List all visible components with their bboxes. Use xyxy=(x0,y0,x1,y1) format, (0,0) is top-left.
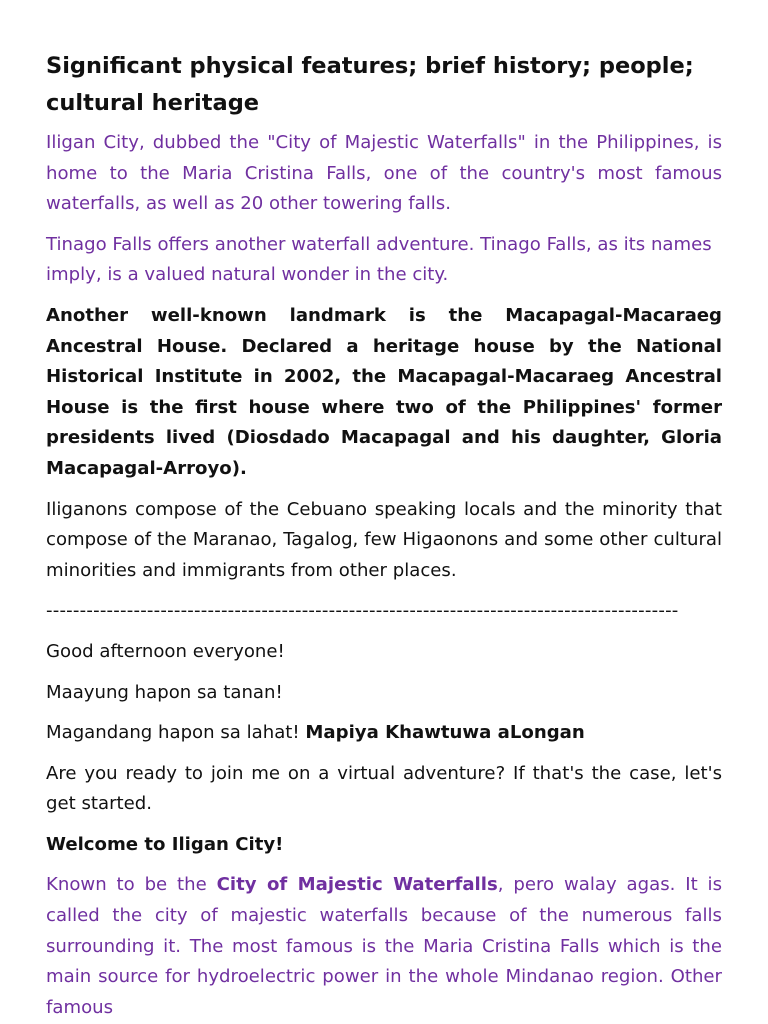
majestic-bold: City of Majestic Waterfalls xyxy=(216,874,498,896)
greeting-maranao: Mapiya Khawtuwa aLongan xyxy=(305,722,585,744)
paragraph-virtual-adventure: Are you ready to join me on a virtual adventure? If that's the case, let's get started. xyxy=(46,762,722,815)
greeting-english: Good afternoon everyone! xyxy=(46,640,285,662)
paragraph-iligan-intro: Iligan City, dubbed the "City of Majestic Waterfalls" in the Philippines, is home to the Maria Cristina Falls, one of the country's most famous waterfalls, as well as 20 other towering falls. xyxy=(46,132,722,215)
majestic-before: Known to be the xyxy=(46,874,217,896)
greeting-cebuano: Maayung hapon sa tanan! xyxy=(46,681,283,703)
dashed-divider: ---------------------------------------------------------------------------------------------- xyxy=(46,600,679,622)
greeting-tagalog: Magandang hapon sa lahat! xyxy=(46,722,300,744)
paragraph-ancestral-house: Another well-known landmark is the Macapagal-Macaraeg Ancestral House. Declared a heritage house by the National Historical Institute in 2002, the Macapagal-Macaraeg Ancestral House is the first house where two of the Philippines' former presidents lived (Diosdado Macapagal and his daughter, Gloria Macapagal-Arroyo). xyxy=(46,304,722,479)
paragraph-majestic-waterfalls xyxy=(46,870,722,1023)
paragraph-clip xyxy=(46,870,722,1018)
paragraph-tinago-falls: Tinago Falls offers another waterfall adventure. Tinago Falls, as its names imply, is a valued natural wonder in the city. xyxy=(46,233,712,286)
majestic-after: , pero walay agas. It is called the city of majestic waterfalls because of the numerous falls surrounding it. The most famous is the Maria Cristina Falls which is the main source for hydroelectric power in the whole Mindanao region. Other famous xyxy=(46,874,722,1018)
welcome-heading: Welcome to Iligan City! xyxy=(46,833,284,855)
paragraph-iliganons: Iliganons compose of the Cebuano speaking locals and the minority that compose of the Maranao, Tagalog, few Higaonons and some other cultural minorities and immigrants from other places. xyxy=(46,498,722,581)
section-heading: Significant physical features; brief history; people; cultural heritage xyxy=(46,53,694,116)
greeting-line xyxy=(46,718,722,749)
